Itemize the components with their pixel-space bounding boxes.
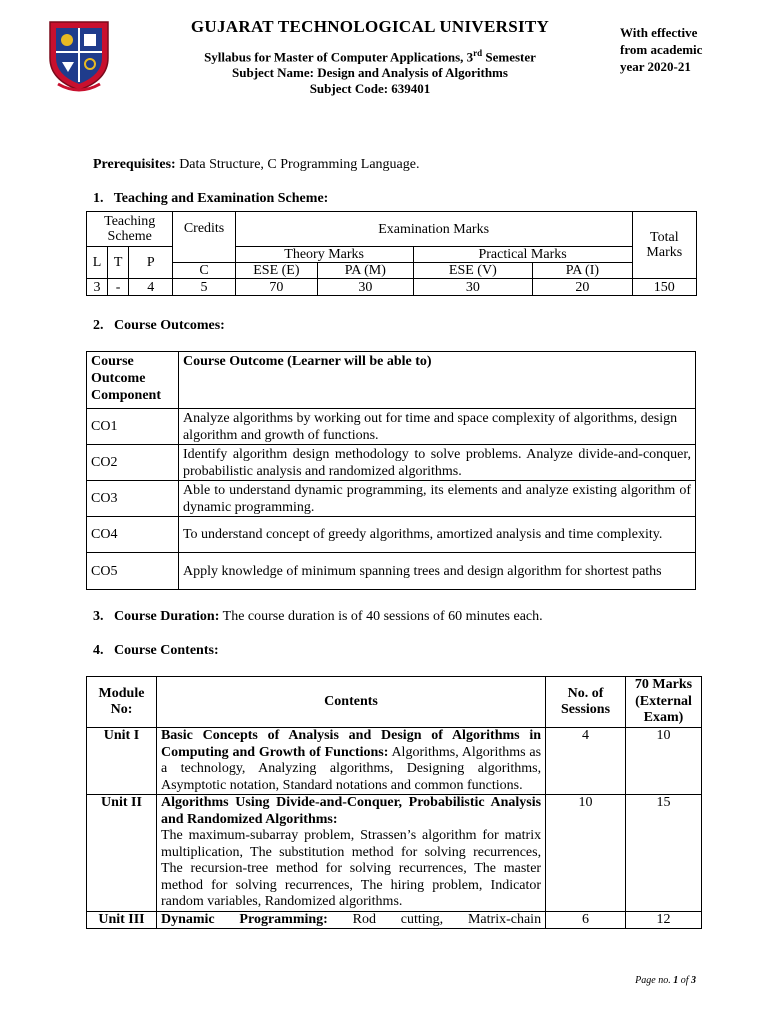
outcome-text: Apply knowledge of minimum spanning trees and design algorithm for shortest paths [178, 553, 695, 590]
page-prefix: Page no. [635, 975, 674, 986]
page-total: 3 [691, 975, 696, 986]
section-heading-contents: 4. Course Contents: [93, 643, 219, 658]
outcome-header: Course Outcome (Learner will be able to) [178, 352, 695, 409]
outcome-text: Analyze algorithms by working out for time and space complexity of algorithms, design algorithm and growth of functions. [178, 409, 695, 445]
unit-contents [156, 795, 545, 912]
unit-label: Unit II [87, 795, 157, 912]
prerequisites [93, 157, 419, 173]
unit-contents [156, 911, 545, 929]
table-row [87, 481, 696, 517]
teaching-scheme-header: Teaching Scheme [87, 212, 173, 247]
outcome-code: CO4 [87, 517, 179, 553]
p-header: P [129, 247, 173, 279]
unit-label: Unit I [87, 728, 157, 795]
unit-title: Basic Concepts of Analysis and Design of Algorithms in Computing and Growth of Functions: [160, 728, 542, 760]
sessions-header: No. of Sessions [546, 677, 626, 728]
outcome-text: To understand concept of greedy algorithms, amortized analysis and time complexity. [178, 517, 695, 553]
l-header: L [87, 247, 108, 279]
unit-body: Rod cutting, Matrix-chain [327, 911, 542, 927]
outcome-text: Identify algorithm design methodology to solve problems. Analyze divide-and-conquer, probabilistic analysis and randomized algorithms. [178, 445, 695, 481]
outcome-code: CO2 [87, 445, 179, 481]
university-title: GUJARAT TECHNOLOGICAL UNIVERSITY [190, 17, 550, 36]
scheme-cell: 70 [235, 279, 317, 296]
outcomes-table [86, 351, 696, 590]
page-of: of [678, 975, 691, 986]
unit-marks: 12 [626, 911, 702, 929]
unit-sessions: 10 [546, 795, 626, 912]
effective-line: year 2020-21 [620, 59, 691, 74]
outcome-component-header: Course Outcome Component [87, 352, 179, 409]
page-number [635, 975, 696, 986]
scheme-cell: - [108, 279, 129, 296]
table-row [87, 409, 696, 445]
exam-marks-header: Examination Marks [235, 212, 632, 247]
syllabus-text: Syllabus for Master of Computer Applications, 3 [204, 49, 474, 65]
table-row [87, 517, 696, 553]
contents-table [86, 676, 702, 929]
table-row [87, 795, 702, 912]
table-row [87, 553, 696, 590]
syllabus-semester: Semester [482, 49, 536, 65]
credits-header: Credits [173, 212, 235, 263]
c-header: C [173, 263, 235, 279]
scheme-cell: 4 [129, 279, 173, 296]
unit-sessions: 6 [546, 911, 626, 929]
table-row [87, 445, 696, 481]
unit-marks: 15 [626, 795, 702, 912]
outcome-code: CO5 [87, 553, 179, 590]
scheme-cell: 150 [632, 279, 696, 296]
course-duration-text: The course duration is of 40 sessions of 60 minutes each. [219, 609, 543, 624]
unit-title: Algorithms Using Divide-and-Conquer, Probabilistic Analysis and Randomized Algorithms: [160, 795, 542, 827]
gtu-logo-icon [20, 18, 120, 92]
subject-name: Subject Name: Design and Analysis of Algorithms [232, 65, 508, 80]
subject-code: Subject Code: 639401 [309, 81, 431, 96]
unit-body: Algorithms, Algorithms as a technology, Analyzing algorithms, Designing algorithms, Asymptotic notation, Standard notations and common functions. [160, 744, 542, 793]
outcome-code: CO3 [87, 481, 179, 517]
total-marks-header: Total Marks [632, 212, 696, 279]
prerequisites-label: Prerequisites: [93, 157, 176, 172]
outcome-code: CO1 [87, 409, 179, 445]
marks-header: 70 Marks (External Exam) [626, 677, 702, 728]
unit-contents [156, 728, 545, 795]
course-duration [93, 609, 543, 625]
effective-line: from academic [620, 42, 703, 57]
unit-label: Unit III [87, 911, 157, 929]
unit-sessions: 4 [546, 728, 626, 795]
pa-i-header: PA (I) [533, 263, 632, 279]
effective-note [620, 24, 740, 75]
scheme-table [86, 211, 697, 296]
syllabus-line [160, 48, 580, 65]
scheme-cell: 5 [173, 279, 235, 296]
table-row [87, 911, 702, 929]
practical-marks-header: Practical Marks [413, 247, 632, 263]
ese-e-header: ESE (E) [235, 263, 317, 279]
effective-line: With effective [620, 25, 698, 40]
section-heading-outcomes: 2. Course Outcomes: [93, 318, 225, 333]
unit-marks: 10 [626, 728, 702, 795]
section-heading-scheme: 1. Teaching and Examination Scheme: [93, 191, 329, 206]
contents-header: Contents [156, 677, 545, 728]
prerequisites-text: Data Structure, C Programming Language. [175, 157, 420, 172]
unit-body: The maximum-subarray problem, Strassen’s algorithm for matrix multiplication, The substitution method for solving recurrences, The recursion-tree method for solving recurrences, The master method for solving recurrences, The hiring problem, Indicator random variables, Randomized algorithms. [160, 828, 542, 909]
scheme-cell: 30 [318, 279, 413, 296]
scheme-cell: 3 [87, 279, 108, 296]
scheme-cell: 20 [533, 279, 632, 296]
ese-v-header: ESE (V) [413, 263, 533, 279]
theory-marks-header: Theory Marks [235, 247, 413, 263]
pa-m-header: PA (M) [318, 263, 413, 279]
module-header: Module No: [87, 677, 157, 728]
course-duration-label: 3. Course Duration: [93, 609, 220, 624]
t-header: T [108, 247, 129, 279]
page-current: 1 [673, 975, 679, 986]
outcome-text: Able to understand dynamic programming, its elements and analyze existing algorithm of dynamic programming. [178, 481, 695, 517]
scheme-cell: 30 [413, 279, 533, 296]
syllabus-sup: rd [473, 48, 483, 58]
unit-title: Dynamic Programming: [160, 911, 328, 927]
table-row [87, 728, 702, 795]
